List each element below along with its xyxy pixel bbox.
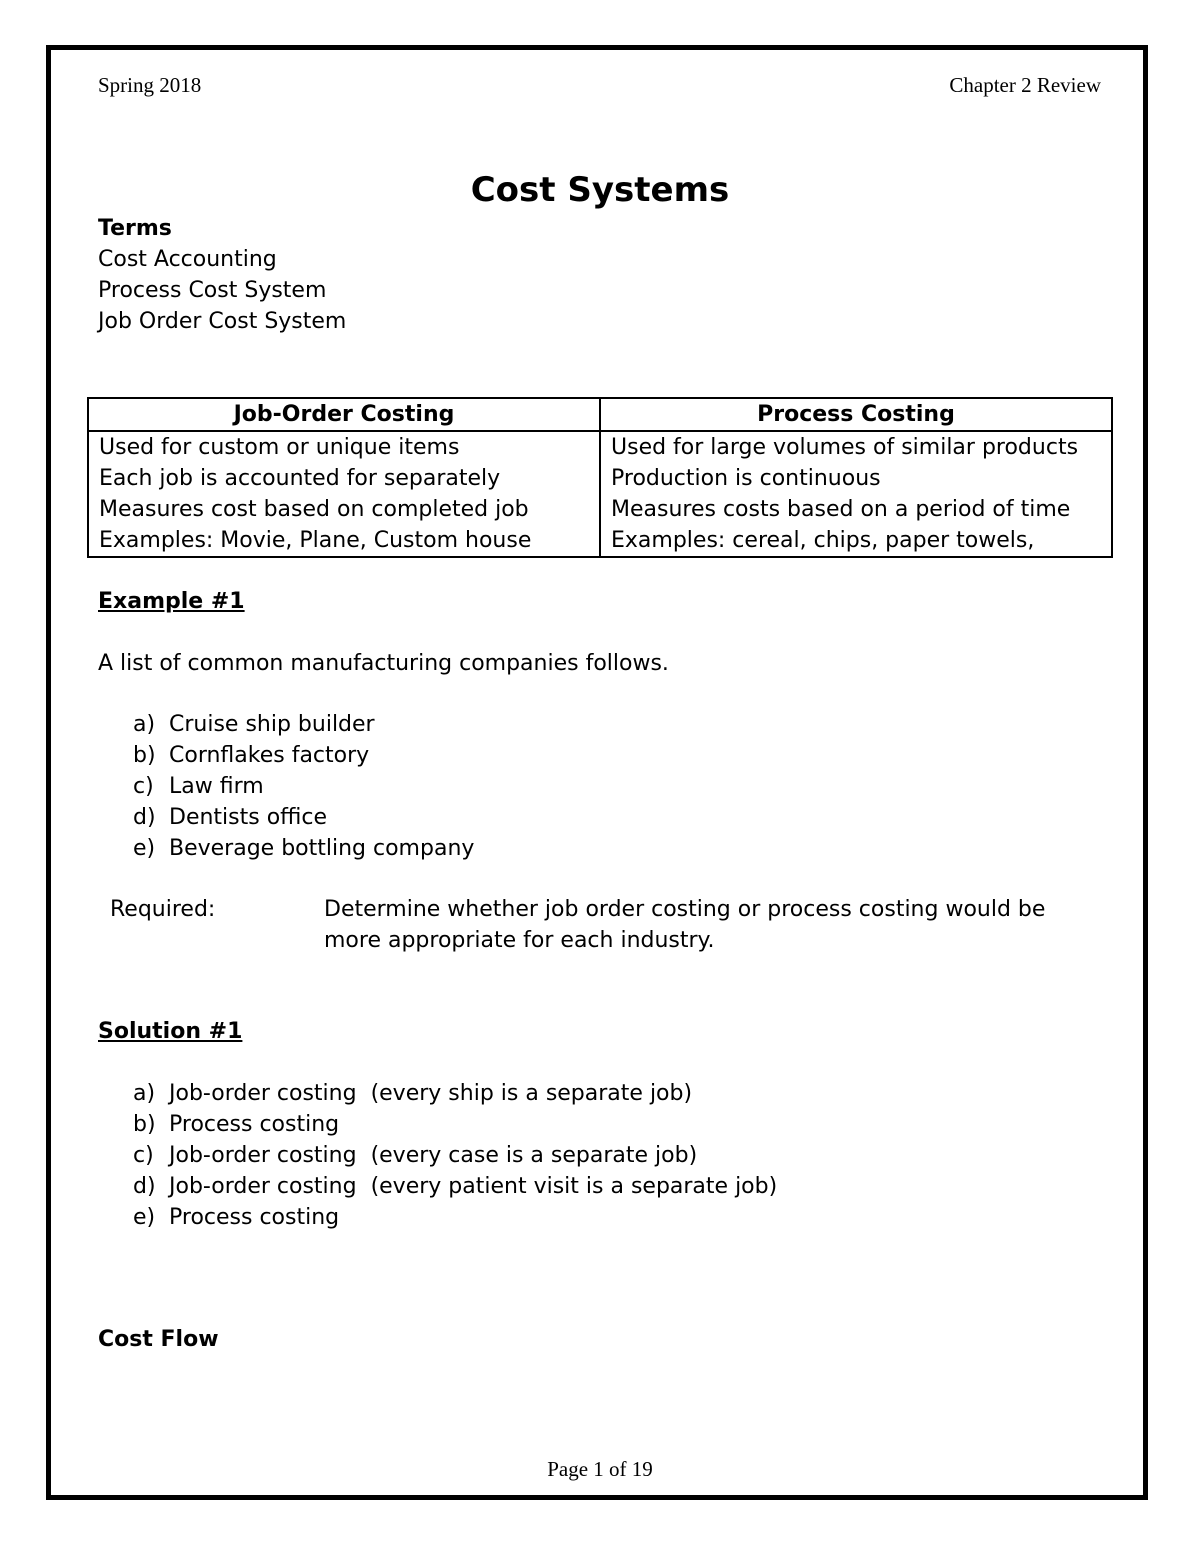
table-row xyxy=(88,494,1112,525)
term-item: Cost Accounting xyxy=(98,247,277,272)
list-marker: d) xyxy=(133,1174,156,1199)
required-text-line1: Determine whether job order costing or process costing would be xyxy=(324,897,1046,922)
terms-heading: Terms xyxy=(98,216,172,241)
list-text: Job-order costing (every ship is a separate job) xyxy=(169,1081,693,1106)
example-intro: A list of common manufacturing companies follows. xyxy=(98,651,669,676)
list-item xyxy=(133,1109,777,1140)
list-text: Law firm xyxy=(169,774,264,799)
list-text: Process costing xyxy=(169,1205,340,1230)
solution-list xyxy=(133,1078,777,1233)
example-heading: Example #1 xyxy=(98,589,245,614)
page-title: Cost Systems xyxy=(470,170,730,210)
list-marker: e) xyxy=(133,836,156,861)
required-text-line2: more appropriate for each industry. xyxy=(324,928,715,953)
list-item xyxy=(133,1078,777,1109)
table-cell: Used for custom or unique items xyxy=(88,431,600,463)
list-text: Process costing xyxy=(169,1112,340,1137)
list-item xyxy=(133,771,474,802)
table-header-row xyxy=(88,398,1112,431)
list-marker: e) xyxy=(133,1205,156,1230)
list-text: Job-order costing (every case is a separate job) xyxy=(169,1143,698,1168)
example-list xyxy=(133,709,474,864)
table-row xyxy=(88,463,1112,494)
terms-section xyxy=(98,213,346,337)
table-cell: Production is continuous xyxy=(600,463,1112,494)
list-text: Cornflakes factory xyxy=(169,743,370,768)
table-cell: Measures cost based on completed job xyxy=(88,494,600,525)
required-label: Required: xyxy=(110,897,216,922)
column-header-job-order: Job-Order Costing xyxy=(88,398,600,431)
page-number: Page 1 of 19 xyxy=(547,1457,653,1481)
header-left: Spring 2018 xyxy=(98,73,202,97)
list-text: Job-order costing (every patient visit is a separate job) xyxy=(169,1174,778,1199)
list-text: Cruise ship builder xyxy=(169,712,375,737)
list-item xyxy=(133,1202,777,1233)
term-item: Process Cost System xyxy=(98,278,327,303)
list-marker: c) xyxy=(133,1143,154,1168)
list-marker: b) xyxy=(133,1112,156,1137)
list-marker: a) xyxy=(133,712,156,737)
list-item xyxy=(133,740,474,771)
comparison-table xyxy=(87,397,1113,558)
solution-heading: Solution #1 xyxy=(98,1019,243,1044)
list-item xyxy=(133,833,474,864)
table-cell: Each job is accounted for separately xyxy=(88,463,600,494)
list-marker: d) xyxy=(133,805,156,830)
list-text: Dentists office xyxy=(169,805,328,830)
list-item xyxy=(133,1140,777,1171)
column-header-process: Process Costing xyxy=(600,398,1112,431)
table-cell: Used for large volumes of similar products xyxy=(600,431,1112,463)
table-row xyxy=(88,525,1112,557)
list-text: Beverage bottling company xyxy=(169,836,475,861)
list-marker: b) xyxy=(133,743,156,768)
list-marker: a) xyxy=(133,1081,156,1106)
list-item xyxy=(133,1171,777,1202)
table-cell: Examples: Movie, Plane, Custom house xyxy=(88,525,600,557)
list-item xyxy=(133,709,474,740)
table-cell: Measures costs based on a period of time xyxy=(600,494,1112,525)
header-right: Chapter 2 Review xyxy=(949,73,1101,97)
cost-flow-heading: Cost Flow xyxy=(98,1327,219,1352)
list-marker: c) xyxy=(133,774,154,799)
list-item xyxy=(133,802,474,833)
term-item: Job Order Cost System xyxy=(98,309,347,334)
table-cell: Examples: cereal, chips, paper towels, xyxy=(600,525,1112,557)
table-row xyxy=(88,431,1112,463)
